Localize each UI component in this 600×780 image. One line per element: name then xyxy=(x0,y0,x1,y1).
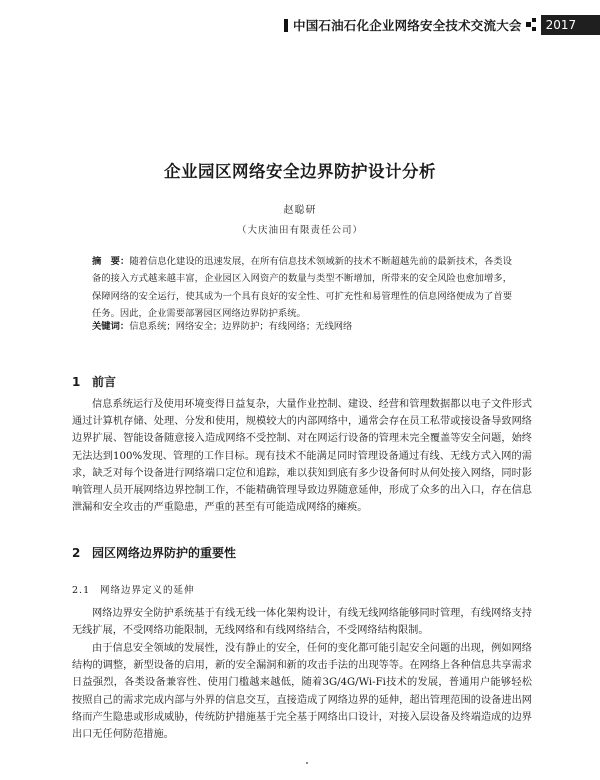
subsection-heading-2-1 xyxy=(72,582,195,596)
keywords-text: 信息系统；网络安全；边界防护；有线网络；无线网络 xyxy=(129,321,353,332)
section-heading-1 xyxy=(72,373,116,390)
section-1-paragraph: 信息系统运行及使用环境变得日益复杂，大量作业控制、建设、经营和管理数据都以电子文件形式通过计算机存储、处理、分发和使用，规模较大的内部网络中，通常会存在员工私带或接设备导致网络边界扩展、智能设备随意接入造成网络不受控制、对在网运行设备的管理未完全覆盖等安全问题，始终无法达到100%发现、管理的工作目标。现有技术不能满足同时管理设备通过有线、无线方式入网的需求，缺乏对每个设备进行网络端口定位和追踪，难以获知到底有多少设备何时从何处接入网络，同时影响管理人员开展网络边界控制工作，不能精确管理导致边界随意延伸，形成了众多的出入口，存在信息泄漏和安全攻击的严重隐患，严重的甚至有可能造成网络的瘫痪。 xyxy=(72,399,532,514)
paper-title: 企业园区网络安全边界防护设计分析 xyxy=(164,162,436,181)
subsection-number: 2.1 xyxy=(72,585,91,596)
page-dot-mark xyxy=(306,762,308,764)
header-bar-mark xyxy=(284,19,288,32)
conference-header xyxy=(284,14,600,36)
paper-affiliation: （大庆油田有限责任公司） xyxy=(236,225,363,236)
abstract-text: 随着信息化建设的迅速发展，在所有信息技术领域新的技术不断超越先前的最新技术，各类设备的接入方式越来越丰富，企业园区入网资产的数量与类型不断增加，所带来的安全风险也愈加增多，保障网络的安全运行，使其成为一个具有良好的安全性、可扩充性和易管理性的信息网络便成为了首要任务。因此，企业需要部署园区网络边界防护系统。 xyxy=(92,256,512,320)
header-squares-ornament xyxy=(526,18,538,32)
conference-name: 中国石油石化企业网络安全技术交流大会 xyxy=(293,18,522,33)
subsection-title: 网络边界定义的延伸 xyxy=(100,585,195,596)
section-title: 园区网络边界防护的重要性 xyxy=(92,546,237,560)
conference-year: 2017 xyxy=(541,15,600,35)
subsection-2-1-paragraph-2: 由于信息安全领域的发展性，没有静止的安全，任何的变化都可能引起安全问题的出现，例如网络结构的调整，新型设备的启用，新的安全漏洞和新的攻击手法的出现等等。在网络上各种信息共享需求日益强烈，各类设备兼容性、使用门槛越来越低，随着3G/4G/Wi-Fi技术的发展，普通用户能够轻松按照自己的需求完成内部与外界的信息交互，直接造成了网络边界的延伸，超出管理范围的设备进出网络而产生隐患或形成威胁，传统防护措施基于完全基于网络出口设计，对接入层设备及终端造成的边界出口无任何防范措施。 xyxy=(72,643,532,741)
keywords-label: 关键词： xyxy=(92,321,130,332)
subsection-2-1-paragraph-1: 网络边界安全防护系统基于有线无线一体化架构设计，有线无线网络能够同时管理，有线网络支持无线扩展，不受网络功能限制，无线网络和有线网络结合，不受网络结构限制。 xyxy=(72,608,532,637)
keywords xyxy=(92,319,512,335)
section-number: 2 xyxy=(72,546,81,560)
abstract-label: 摘 要： xyxy=(92,256,130,267)
section-number: 1 xyxy=(72,375,81,389)
section-title: 前言 xyxy=(92,375,117,389)
abstract xyxy=(92,253,512,323)
section-heading-2 xyxy=(72,544,236,561)
paper-author: 赵聪研 xyxy=(283,205,317,216)
